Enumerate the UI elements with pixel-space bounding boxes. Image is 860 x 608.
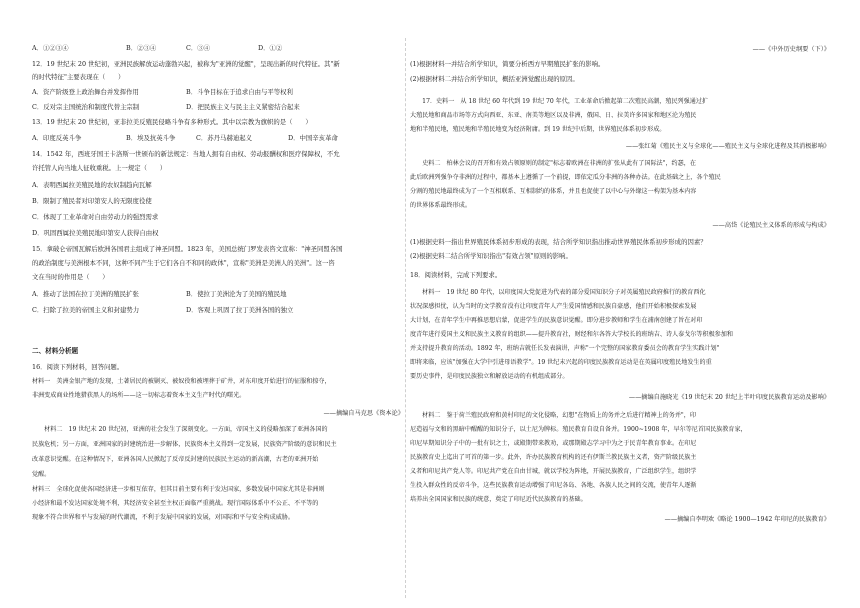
q17-material-line: 大殖民地和商品市场等方式向西亚、东亚、南美等地区以及非洲，俄国、日、拉美许多国家和地区沦为殖民 <box>410 112 697 119</box>
q18-material-line: 材料一 19 世纪 80 年代，以印度国大党促进为代表的部分爱国知识分子对英属殖民政府推行的教育西化 <box>410 289 706 296</box>
q18-material-line: 要历史事件，是印度民族独立和解放运动的有机组成部分。 <box>410 373 569 380</box>
q12-option-d: D．把民族主义与民主主义紧密结合起来 <box>186 103 300 111</box>
q17-material-line: 地和半殖民地，殖民地和半殖民地变为经济附庸。到 19 世纪中后期，世界殖民体系初步形成。 <box>410 126 666 133</box>
q16-material-line: 改革意识觉醒。在这种情况下，亚洲各国人民掀起了反帝反封建的民族民主运动的新高潮，古老的亚洲开始 <box>32 456 319 463</box>
q11-option-a: A．①②③④ <box>32 44 69 52</box>
q18-material-line: 义者和印尼共产党人等。印尼共产党在自由甘城，就以学校为阵地，开展民族教育，广泛组织学生，组织学 <box>410 468 697 475</box>
q17-material-line: 17．史料一 从 18 世纪 60 年代到 19 世纪 70 年代，工业革命后掀起第二次殖民高潮，殖民列强通过扩 <box>410 98 709 105</box>
q13-option-c: C．苏丹马赫迪起义 <box>196 134 253 142</box>
q14-option-b: B．限制了殖民者对印第安人的无限度役使 <box>32 197 152 205</box>
q12-stem-line: 12．19 世纪末 20 世纪初，亚洲民族解放运动蓬勃兴起，被称为"亚洲的觉醒"，呈现出新的时代特征。其"新 <box>32 60 340 68</box>
q18-source: ——摘编自李明欢《略论 1900—1942 年印尼的民族教育》 <box>664 516 830 523</box>
q18-source: ——摘编自施晓光《19 世纪末 20 世纪上半叶印度民族教育运动及影响》 <box>628 394 830 401</box>
q16-question: (2)根据材料二并结合所学知识，概括亚洲觉醒出现的原因。 <box>410 75 579 83</box>
q16-material-line: 民族危机；另一方面，亚洲国家的封建统治进一步解体，民族资本主义得到一定发展，民族资产阶级的意识和民主 <box>32 441 337 448</box>
q18-material-line: 大计划，在青年学生中再推思想启蒙，促进学生的民族意识觉醒。即分进步教师和学生在浦南创建了旨在对印 <box>410 317 703 324</box>
q12-stem-line: 的时代特征"主要表现在（ ） <box>32 73 125 81</box>
q15-stem-line: 的政治制度与美洲根本不同，这种不同产生于它们各自不和同的政体"，宣称"美洲是美洲人的美洲"。这一咨 <box>32 259 335 267</box>
q15-option-d: D．客观上巩固了拉丁美洲各国的独立 <box>186 306 294 314</box>
q12-option-a: A．资产阶级登上政治舞台并发挥作用 <box>32 88 139 96</box>
q18-material-line: 并支持提升教育的活动。1892 年，班纳吉就任长发表演讲，声称"一个完整的国家教育委员会的教育学生实践计划" <box>410 345 720 352</box>
q15-option-b: B．使拉丁美洲沦为了美国的殖民地 <box>186 290 287 298</box>
q18-material-line: 尼造福与文和的黑暗中醒醒的知识分子，以土尼为牌标。殖民教育自设自备并。1900~1908 年，早尔等尼首国民族教育家， <box>410 426 747 433</box>
q17-question: (1)根据史料一指出世界殖民体系初步形成的表现，结合所学知识指出推动世界殖民体系初步形成的因素？ <box>410 238 707 246</box>
q18-material-line: 度青年进行爱国主义和民族主义教育的组织——提升教育社，财经和尔各答大学校长的班纳吉、诗人泰戈尔等积极参加和 <box>410 331 733 338</box>
q16-source: ——摘编自马克思《资本论》 <box>323 410 404 417</box>
q17-material-line: 史料二 柏林会议的召开和有效占领原则的制定"标志着欧洲在非洲的扩张从此有了国际法"，约瑟，在 <box>410 160 696 167</box>
q18-material-line: 培养出全国国家和民族的统意，奠定了印尼近代民族教育的基础。 <box>410 496 587 503</box>
q16-material-line: 觉醒。 <box>32 471 51 478</box>
q15-stem-line: 15．拿破仑帝国瓦解后欧洲各国君主组成了神圣同盟。1823 年，美国总统门罗发表咨文宣称："神圣同盟各国 <box>32 245 343 253</box>
q13-option-a: A．印度反英斗争 <box>32 134 82 142</box>
q12-option-b: B．斗争目标在于追求自由与平等权利 <box>186 88 293 96</box>
q18-material-line: 生投入群众性的反帝斗争，这些民族教育运动增强了印尼各岛、各地、各族人民之间的交流，使青年人逐渐 <box>410 482 697 489</box>
q18-intro: 18．阅读材料，完成下列要求。 <box>410 271 502 279</box>
q17-source: ——高岱《论殖民主义体系的形成与构成》 <box>712 222 830 229</box>
q15-option-a: A．推动了法国在拉丁美洲的殖民扩张 <box>32 290 139 298</box>
q11-option-c: C．③④ <box>186 44 211 52</box>
q16-material-line: 小经济和最不发达国家处境不利，其经济安全甚至主权正面临严重挑战。现行国际体系中不公正、不平等的 <box>32 500 319 507</box>
q18-material-line: 民族教育史上迄出了可首的第一步。此外，许办民族教育机构的还有伊斯兰教民族主义者，资产阶级民族主 <box>410 454 697 461</box>
q18-material-line: 状况深感担忧，认为当时的文学教育没有让印度青年人产生爱国情感和民族自豪感，他们开始积极探索发展 <box>410 303 697 310</box>
q13-option-d: D．中国辛亥革命 <box>288 134 338 142</box>
q11-option-d: D．①② <box>258 44 283 52</box>
q15-stem-line: 文在当时的作用是（ ） <box>32 273 109 281</box>
q12-option-c: C．反对宗主国统治和制度代替主宗制 <box>32 103 140 111</box>
q18-material-line: 即将来临，应该"加强在大学中引进母语教学"。19 世纪末兴起的印度民族教育运动是在英属印度殖民地发生的重 <box>410 359 712 366</box>
q16-material-line: 材料一 美洲金银产地的发现，土著居民的被剿灭、被奴役和被埋葬于矿井，对东印度开始进行的征服和掠夺， <box>32 378 331 385</box>
q14-option-d: D．巩固西属拉美殖民地印第安人获得自由权 <box>32 229 159 237</box>
q16-material-line: 材料二 19 世纪末 20 世纪初，亚洲的社会发生了深刻变化。一方面，帝国主义的侵略加深了亚洲各国的 <box>32 426 328 433</box>
q14-option-c: C．体现了工业革命对自由劳动力的强烈需求 <box>32 213 159 221</box>
column-divider <box>405 38 406 598</box>
q17-material-line: 分割的殖民地最终成为了一个互相联系、互相制约的体系，并且也促使了以中心与外缘这一构架为基本内容 <box>410 188 697 195</box>
q16-intro: 16．阅读下列材料，回答问题。 <box>32 363 124 371</box>
q17-material-line: 此后欧洲列强争夺非洲的过程中，都基本上遵循了一个前提，即依定瓜分非洲的各种办法。在此基础之上，各个殖民 <box>410 174 721 181</box>
q13-stem-line: 13．19 世纪末 20 世纪初，亚非拉美反殖民侵略斗争有多种形式。其中以宗教为旗帜的是（ ） <box>32 118 312 126</box>
q16-material-line: 非洲变成商业性地猎获黑人的场所——这一切标志着资本主义生产时代的曙光。 <box>32 392 246 399</box>
q13-option-b: B．埃及抗英斗争 <box>126 134 176 142</box>
q17-source: ——张红菊《殖民主义与全球化——殖民主义与全球化进程及其消极影响》 <box>625 143 830 150</box>
q17-question: (2)根据史料二结合所学知识指出"有效占领"原则的影响。 <box>410 252 572 260</box>
q14-stem-line: 14．1542 年，西班牙国王卡洛斯一世颁布的新法规定：当地人拥有自由权、劳动报酬权和医疗保障权，不允 <box>32 150 340 158</box>
q15-option-c: C．扫除了拉美的帝国主义和封建势力 <box>32 306 140 314</box>
q14-stem-line: 许托管人向当地人征收重税。上一规定（ ） <box>32 164 167 172</box>
q17-material-line: 的世界体系最终形成。 <box>410 202 471 209</box>
q18-material-line: 印尼早期知识分子中的一批有识之士，或殿期带来教劝，或那期殿志学习中为之于民青年教育事业。在印尼 <box>410 440 697 447</box>
textbook-source: ——《中外历史纲要（下）》 <box>752 46 830 53</box>
q16-question: (1)根据材料一并结合所学知识，简要分析西方早期殖民扩张的影响。 <box>410 60 605 68</box>
q14-option-a: A．表明西属拉美殖民地的农奴制趋向瓦解 <box>32 181 152 189</box>
q18-material-line: 材料二 鉴于荷兰殖民政府和黄村印尼的文化侵略，幻想"在物质上的务并之后进行精神上的务并"，印 <box>410 412 696 419</box>
q16-material-line: 材料三 全球化促使各国经济进一步相互依存，但其目前主要有利于发达国家，多数发展中国家尤其是非洲则 <box>32 486 325 493</box>
q11-option-b: B．②③④ <box>126 44 157 52</box>
q16-material-line: 现象不符合世界和平与发展的时代潮流，不利于发展中国家的发展，对国际和平与安全构成威胁。 <box>32 514 295 521</box>
section-heading: 二、材料分析题 <box>32 347 79 355</box>
